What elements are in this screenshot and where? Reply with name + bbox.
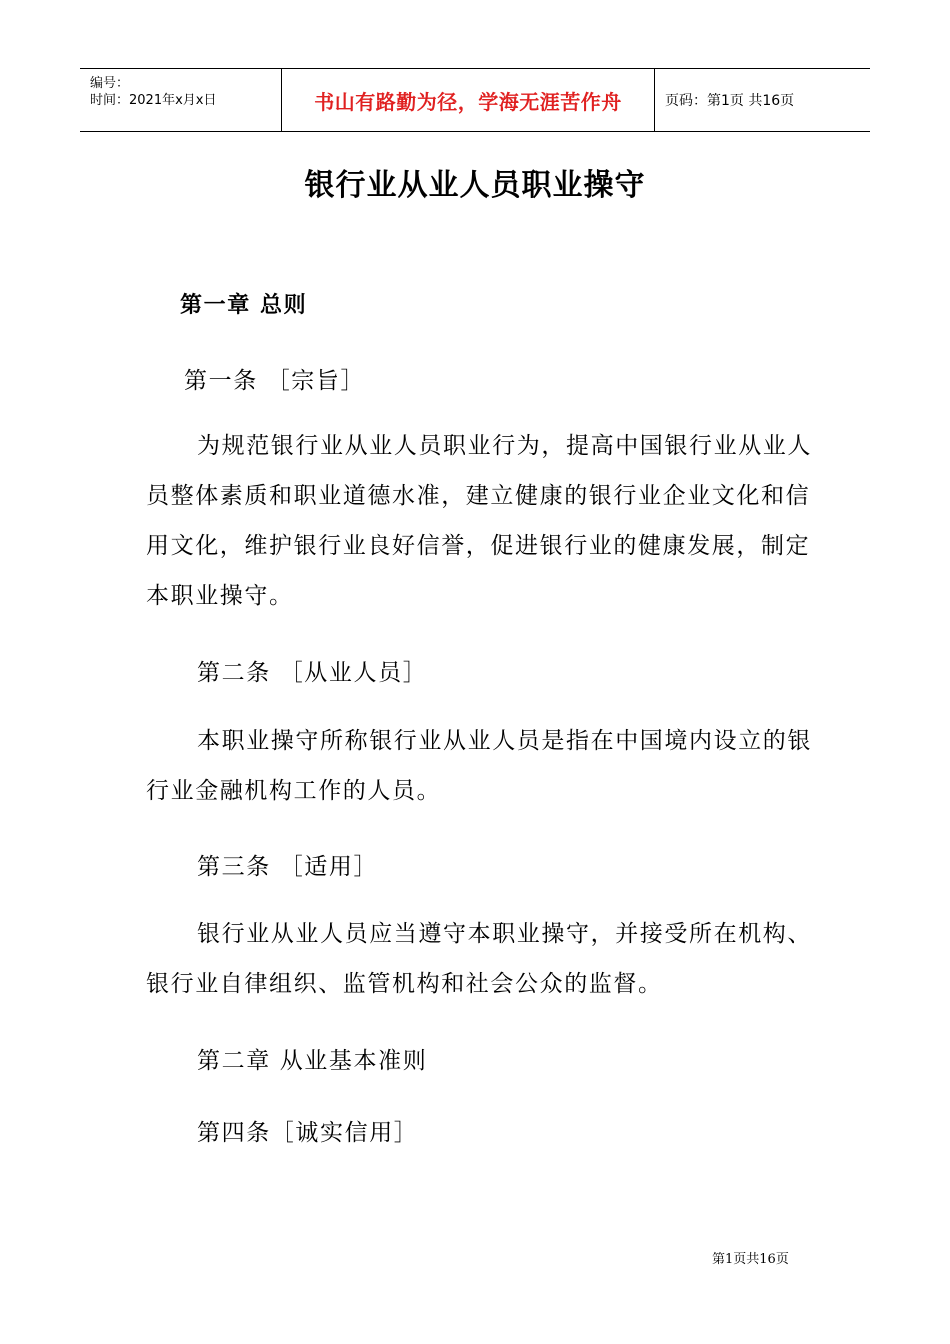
time-label: 时间：2021年x月x日 — [90, 93, 217, 108]
header-motto-cell — [282, 69, 655, 131]
chapter-1-heading: 第一章 总则 — [180, 293, 308, 318]
page-header — [80, 68, 870, 132]
article-2-text: 本职业操守所称银行业从业人员是指在中国境内设立的银行业金融机构工作的人员。 — [146, 728, 812, 804]
header-meta-cell — [80, 69, 282, 131]
article-3-text: 银行业从业人员应当遵守本职业操守，并接受所在机构、银行业自律组织、监管机构和社会公众的监督。 — [146, 921, 812, 997]
article-2-heading: 第二条 ［从业人员］ — [197, 660, 428, 686]
page-footer: 第1页共16页 — [712, 1252, 789, 1267]
document-title: 银行业从业人员职业操守 — [304, 168, 646, 203]
header-motto: 书山有路勤为径，学海无涯苦作舟 — [314, 89, 622, 114]
serial-number-label: 编号： — [90, 76, 130, 91]
article-3-heading: 第三条 ［适用］ — [197, 854, 379, 880]
article-1-heading: 第一条 ［宗旨］ — [184, 368, 366, 394]
header-page-info: 页码：第1页 共16页 — [665, 93, 795, 109]
chapter-2-heading: 第二章 从业基本准则 — [197, 1048, 428, 1074]
article-4-heading: 第四条［诚实信用］ — [197, 1120, 419, 1146]
article-1-text: 为规范银行业从业人员职业行为，提高中国银行业从业人员整体素质和职业道德水准，建立健康的银行业企业文化和信用文化，维护银行业良好信誉，促进银行业的健康发展，制定本职业操守。 — [146, 433, 812, 609]
